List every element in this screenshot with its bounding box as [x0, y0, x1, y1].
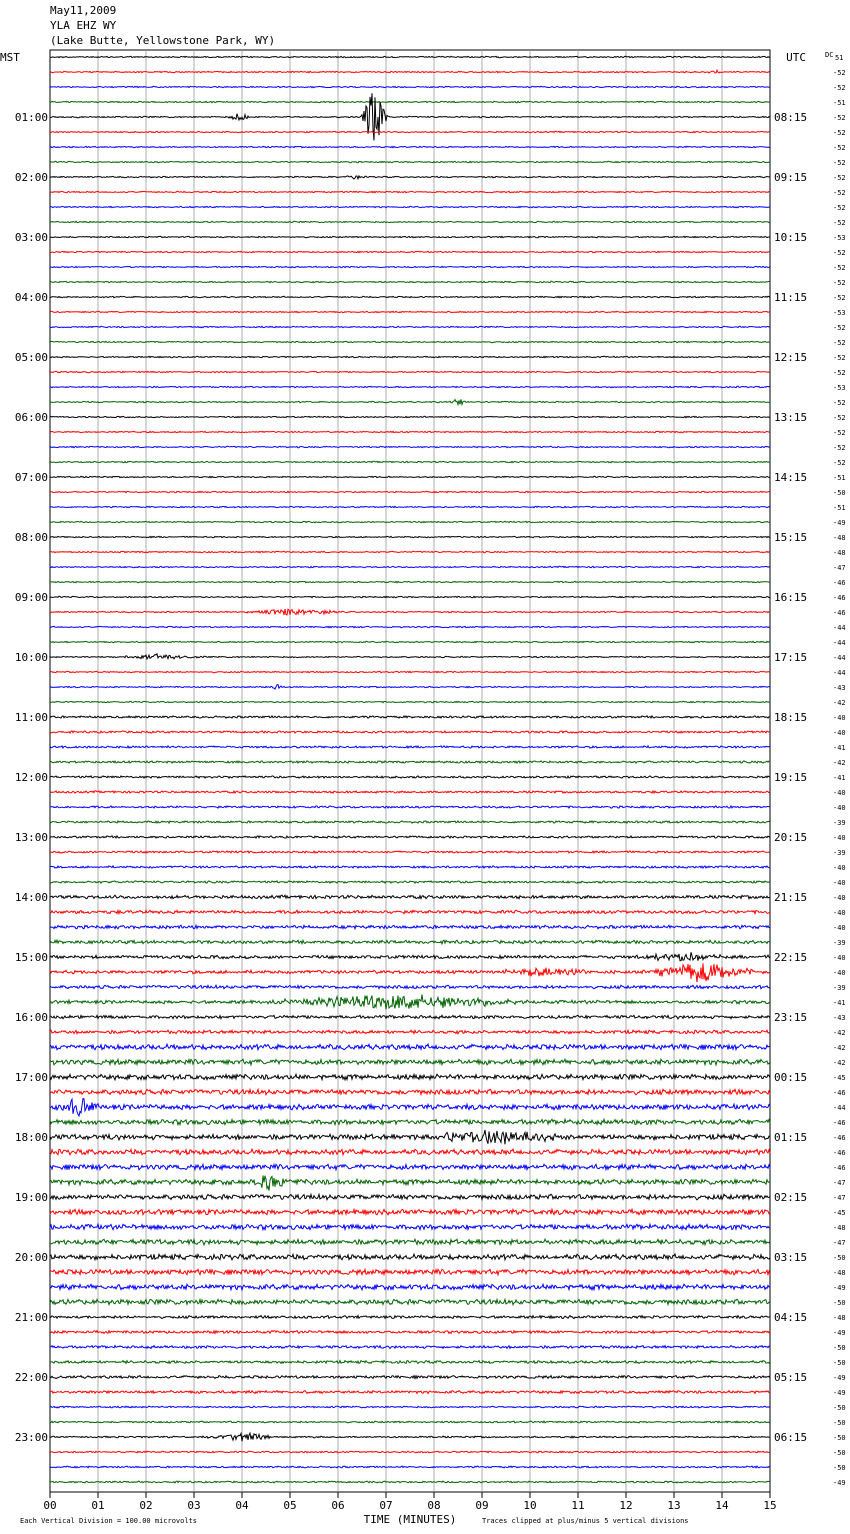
- dc-offset-label: -48: [833, 1224, 846, 1232]
- dc-offset-label: -52: [833, 189, 846, 197]
- trace-line: [50, 146, 770, 147]
- right-hour-label: 23:15: [774, 1011, 808, 1024]
- trace-line: [50, 963, 770, 982]
- trace-line: [50, 1130, 770, 1144]
- dc-offset-label: -43: [833, 684, 846, 692]
- right-hour-label: 16:15: [774, 591, 808, 604]
- dc-offset-label: -39: [833, 984, 846, 992]
- right-hour-label: 08:15: [774, 111, 808, 124]
- left-hour-label: 05:00: [14, 351, 48, 364]
- dc-offset-label: -51: [833, 474, 846, 482]
- dc-offset-label: -44: [833, 1104, 846, 1112]
- left-hour-label: 12:00: [14, 771, 48, 784]
- trace-line: [50, 821, 770, 823]
- x-tick-label: 07: [379, 1499, 393, 1512]
- footer-left-note: Each Vertical Division = 100.00 microvolts: [20, 1517, 198, 1525]
- dc-offset-label: -52: [833, 459, 846, 467]
- x-tick-label: 15: [763, 1499, 777, 1512]
- right-hour-label: 01:15: [774, 1131, 808, 1144]
- left-hour-label: 01:00: [14, 111, 48, 124]
- dc-offset-label: -50: [833, 1359, 846, 1367]
- dc-offset-label: -40: [833, 924, 846, 932]
- dc-offset-label: -52: [833, 264, 846, 272]
- trace-line: [50, 791, 770, 793]
- trace-line: [50, 1433, 770, 1441]
- right-axis-label: UTC: [786, 51, 806, 64]
- trace-line: [50, 1284, 770, 1290]
- dc-offset-label: -52: [833, 294, 846, 302]
- trace-line: [50, 101, 770, 102]
- left-hour-label: 17:00: [14, 1071, 48, 1084]
- left-hour-label: 11:00: [14, 711, 48, 724]
- trace-line: [50, 1089, 770, 1095]
- trace-line: [50, 1164, 770, 1170]
- trace-line: [50, 1316, 770, 1319]
- dc-offset-label: -40: [833, 864, 846, 872]
- trace-line: [50, 93, 770, 140]
- right-hour-label: 20:15: [774, 831, 808, 844]
- trace-line: [50, 236, 770, 238]
- x-tick-label: 10: [523, 1499, 537, 1512]
- trace-line: [50, 746, 770, 748]
- dc-offset-label: -42: [833, 1044, 846, 1052]
- dc-offset-label: -45: [833, 1074, 846, 1082]
- x-tick-label: 03: [187, 1499, 201, 1512]
- dc-offset-label: -42: [833, 1059, 846, 1067]
- trace-line: [50, 1209, 770, 1215]
- trace-line: [50, 881, 770, 883]
- dc-offset-label: 51: [835, 54, 844, 62]
- dc-offset-label: -41: [833, 744, 846, 752]
- right-hour-label: 22:15: [774, 951, 808, 964]
- dc-offset-label: -50: [833, 1344, 846, 1352]
- dc-offset-label: -52: [833, 429, 846, 437]
- dc-offset-label: -49: [833, 1329, 846, 1337]
- trace-line: [50, 86, 770, 87]
- trace-line: [50, 131, 770, 132]
- trace-line: [50, 416, 770, 417]
- chart-date: May11,2009: [50, 4, 117, 17]
- x-tick-label: 11: [571, 1499, 585, 1512]
- trace-line: [50, 609, 770, 615]
- dc-offset-label: -52: [833, 324, 846, 332]
- dc-offset-label: -45: [833, 1209, 846, 1217]
- dc-offset-label: -44: [833, 639, 846, 647]
- left-hour-label: 09:00: [14, 591, 48, 604]
- dc-offset-label: -41: [833, 774, 846, 782]
- trace-line: [50, 1224, 770, 1230]
- trace-line: [50, 1119, 770, 1124]
- dc-offset-label: -42: [833, 1029, 846, 1037]
- trace-line: [50, 341, 770, 343]
- dc-offset-label: -52: [833, 174, 846, 182]
- trace-line: [50, 1361, 770, 1364]
- left-hour-label: 15:00: [14, 951, 48, 964]
- dc-offset-label: -50: [833, 1419, 846, 1427]
- dc-offset-label: -47: [833, 1194, 846, 1202]
- dc-offset-label: -50: [833, 1404, 846, 1412]
- dc-offset-label: -40: [833, 894, 846, 902]
- dc-offset-label: -52: [833, 144, 846, 152]
- right-hour-label: 19:15: [774, 771, 808, 784]
- right-hour-label: 18:15: [774, 711, 808, 724]
- dc-offset-label: -47: [833, 564, 846, 572]
- right-hour-label: 06:15: [774, 1431, 808, 1444]
- dc-offset-label: -50: [833, 1464, 846, 1472]
- dc-offset-label: -52: [833, 369, 846, 377]
- dc-offset-label: -50: [833, 489, 846, 497]
- trace-line: [50, 995, 770, 1010]
- dc-offset-label: -44: [833, 654, 846, 662]
- trace-line: [50, 431, 770, 432]
- trace-line: [50, 776, 770, 778]
- trace-line: [50, 491, 770, 492]
- dc-offset-label: -47: [833, 1239, 846, 1247]
- right-hour-label: 10:15: [774, 231, 808, 244]
- x-tick-label: 02: [139, 1499, 153, 1512]
- dc-offset-label: -50: [833, 1449, 846, 1457]
- trace-line: [50, 940, 770, 944]
- left-hour-label: 18:00: [14, 1131, 48, 1144]
- dc-offset-label: -46: [833, 1119, 846, 1127]
- trace-line: [50, 311, 770, 313]
- trace-line: [50, 581, 770, 582]
- dc-offset-label: -52: [833, 279, 846, 287]
- x-tick-label: 09: [475, 1499, 489, 1512]
- dc-offset-label: -46: [833, 1134, 846, 1142]
- right-hour-label: 04:15: [774, 1311, 808, 1324]
- left-hour-label: 08:00: [14, 531, 48, 544]
- left-hour-label: 22:00: [14, 1371, 48, 1384]
- dc-offset-label: -44: [833, 624, 846, 632]
- trace-line: [50, 266, 770, 268]
- right-hour-label: 00:15: [774, 1071, 808, 1084]
- right-hour-label: 03:15: [774, 1251, 808, 1264]
- dc-offset-label: -48: [833, 1314, 846, 1322]
- trace-line: [50, 910, 770, 914]
- x-tick-label: 05: [283, 1499, 297, 1512]
- trace-line: [50, 1194, 770, 1200]
- dc-offset-label: -50: [833, 1254, 846, 1262]
- dc-offset-label: -42: [833, 759, 846, 767]
- left-hour-label: 14:00: [14, 891, 48, 904]
- right-hour-label: 09:15: [774, 171, 808, 184]
- trace-line: [50, 701, 770, 702]
- trace-line: [50, 866, 770, 868]
- left-hour-label: 19:00: [14, 1191, 48, 1204]
- left-hour-label: 04:00: [14, 291, 48, 304]
- trace-line: [50, 506, 770, 507]
- dc-offset-label: -49: [833, 519, 846, 527]
- trace-line: [50, 161, 770, 162]
- dc-offset-label: -40: [833, 954, 846, 962]
- trace-line: [50, 596, 770, 597]
- trace-line: [50, 1059, 770, 1065]
- left-hour-label: 02:00: [14, 171, 48, 184]
- dc-offset-label: -46: [833, 594, 846, 602]
- dc-offset-label: -52: [833, 204, 846, 212]
- trace-line: [50, 1376, 770, 1379]
- dc-offset-label: -52: [833, 339, 846, 347]
- trace-line: [50, 1451, 770, 1453]
- trace-line: [50, 654, 770, 659]
- dc-offset-label: -53: [833, 234, 846, 242]
- right-hour-label: 12:15: [774, 351, 808, 364]
- trace-line: [50, 536, 770, 537]
- trace-line: [50, 1015, 770, 1019]
- trace-line: [50, 221, 770, 222]
- dc-offset-label: -40: [833, 879, 846, 887]
- trace-line: [50, 731, 770, 733]
- right-hour-label: 05:15: [774, 1371, 808, 1384]
- trace-line: [50, 1254, 770, 1260]
- left-hour-label: 23:00: [14, 1431, 48, 1444]
- trace-line: [50, 399, 770, 404]
- x-tick-label: 00: [43, 1499, 57, 1512]
- trace-line: [50, 836, 770, 838]
- dc-offset-label: -46: [833, 609, 846, 617]
- trace-line: [50, 1044, 770, 1050]
- dc-offset-label: -44: [833, 669, 846, 677]
- left-hour-label: 03:00: [14, 231, 48, 244]
- trace-line: [50, 851, 770, 853]
- trace-line: [50, 191, 770, 193]
- dc-offset-label: -49: [833, 1479, 846, 1487]
- left-hour-label: 21:00: [14, 1311, 48, 1324]
- dc-offset-label: -52: [833, 414, 846, 422]
- trace-line: [50, 1346, 770, 1349]
- left-hour-label: 13:00: [14, 831, 48, 844]
- trace-line: [50, 1149, 770, 1155]
- trace-line: [50, 356, 770, 358]
- trace-line: [50, 476, 770, 477]
- dc-offset-label: -48: [833, 549, 846, 557]
- trace-line: [50, 386, 770, 387]
- trace-line: [50, 761, 770, 763]
- trace-line: [50, 371, 770, 373]
- dc-offset-label: -39: [833, 849, 846, 857]
- left-hour-label: 07:00: [14, 471, 48, 484]
- trace-line: [50, 1176, 770, 1191]
- trace-line: [50, 251, 770, 253]
- x-tick-label: 04: [235, 1499, 249, 1512]
- trace-line: [50, 716, 770, 718]
- trace-line: [50, 1099, 770, 1116]
- x-tick-label: 14: [715, 1499, 729, 1512]
- trace-line: [50, 521, 770, 522]
- dc-offset-label: -40: [833, 729, 846, 737]
- x-tick-label: 12: [619, 1499, 633, 1512]
- right-hour-label: 02:15: [774, 1191, 808, 1204]
- dc-offset-label: -49: [833, 1374, 846, 1382]
- dc-offset-label: -48: [833, 1269, 846, 1277]
- dc-offset-label: -52: [833, 159, 846, 167]
- trace-line: [50, 806, 770, 808]
- trace-line: [50, 1466, 770, 1468]
- dc-offset-label: -43: [833, 1014, 846, 1022]
- dc-offset-label: -52: [833, 399, 846, 407]
- trace-line: [50, 1481, 770, 1483]
- trace-line: [50, 446, 770, 448]
- dc-offset-label: -49: [833, 1389, 846, 1397]
- x-axis-label: TIME (MINUTES): [363, 1513, 457, 1526]
- dc-offset-label: -50: [833, 1434, 846, 1442]
- right-hour-label: 14:15: [774, 471, 808, 484]
- dc-offset-label: -42: [833, 699, 846, 707]
- trace-line: [50, 461, 770, 462]
- trace-line: [50, 671, 770, 673]
- dc-offset-label: -51: [833, 504, 846, 512]
- trace-line: [50, 56, 770, 57]
- x-tick-label: 08: [427, 1499, 441, 1512]
- dc-offset-label: -40: [833, 834, 846, 842]
- trace-line: [50, 985, 770, 989]
- trace-line: [50, 1239, 770, 1245]
- dc-offset-label: -53: [833, 309, 846, 317]
- trace-line: [50, 925, 770, 929]
- trace-line: [50, 685, 770, 690]
- dc-offset-label: -52: [833, 84, 846, 92]
- trace-line: [50, 1391, 770, 1394]
- right-hour-label: 17:15: [774, 651, 808, 664]
- dc-offset-label: -48: [833, 534, 846, 542]
- dc-label: DC: [825, 51, 834, 59]
- dc-offset-label: -40: [833, 969, 846, 977]
- trace-line: [50, 326, 770, 327]
- trace-line: [50, 281, 770, 282]
- left-axis-label: MST: [0, 51, 20, 64]
- x-tick-label: 06: [331, 1499, 345, 1512]
- right-hour-label: 21:15: [774, 891, 808, 904]
- dc-offset-label: -40: [833, 909, 846, 917]
- dc-offset-label: -40: [833, 789, 846, 797]
- trace-line: [50, 626, 770, 628]
- trace-line: [50, 1269, 770, 1275]
- dc-offset-label: -49: [833, 1284, 846, 1292]
- dc-offset-label: -52: [833, 354, 846, 362]
- trace-line: [50, 1421, 770, 1423]
- chart-location: (Lake Butte, Yellowstone Park, WY): [50, 34, 276, 47]
- dc-offset-label: -52: [833, 114, 846, 122]
- dc-offset-label: -53: [833, 384, 846, 392]
- trace-line: [50, 176, 770, 179]
- x-tick-label: 01: [91, 1499, 105, 1512]
- x-tick-label: 13: [667, 1499, 681, 1512]
- trace-line: [50, 206, 770, 208]
- dc-offset-label: -52: [833, 219, 846, 227]
- right-hour-label: 13:15: [774, 411, 808, 424]
- trace-line: [50, 566, 770, 567]
- trace-line: [50, 70, 770, 73]
- right-hour-label: 11:15: [774, 291, 808, 304]
- trace-line: [50, 1074, 770, 1080]
- dc-offset-label: -40: [833, 804, 846, 812]
- dc-offset-label: -39: [833, 939, 846, 947]
- dc-offset-label: -46: [833, 1089, 846, 1097]
- dc-offset-label: -46: [833, 579, 846, 587]
- seismic-traces: [50, 56, 770, 1483]
- dc-offset-label: -40: [833, 714, 846, 722]
- right-hour-label: 15:15: [774, 531, 808, 544]
- chart-station: YLA EHZ WY: [50, 19, 117, 32]
- dc-offset-label: -50: [833, 1299, 846, 1307]
- left-hour-label: 20:00: [14, 1251, 48, 1264]
- left-hour-label: 16:00: [14, 1011, 48, 1024]
- dc-offset-label: -47: [833, 1179, 846, 1187]
- trace-line: [50, 895, 770, 899]
- trace-line: [50, 641, 770, 643]
- dc-offset-label: -51: [833, 99, 846, 107]
- trace-line: [50, 1030, 770, 1034]
- dc-offset-label: -52: [833, 69, 846, 77]
- dc-offset-label: -52: [833, 249, 846, 257]
- dc-offset-label: -46: [833, 1164, 846, 1172]
- dc-offset-label: -41: [833, 999, 846, 1007]
- dc-offset-label: -52: [833, 444, 846, 452]
- trace-line: [50, 1331, 770, 1334]
- left-hour-label: 06:00: [14, 411, 48, 424]
- trace-line: [50, 952, 770, 961]
- trace-line: [50, 1299, 770, 1305]
- trace-line: [50, 1406, 770, 1408]
- dc-offset-label: -46: [833, 1149, 846, 1157]
- footer-right-note: Traces clipped at plus/minus 5 vertical divisions: [482, 1517, 689, 1525]
- trace-line: [50, 296, 770, 298]
- dc-offset-label: -52: [833, 129, 846, 137]
- left-hour-label: 10:00: [14, 651, 48, 664]
- trace-line: [50, 551, 770, 553]
- dc-offset-label: -39: [833, 819, 846, 827]
